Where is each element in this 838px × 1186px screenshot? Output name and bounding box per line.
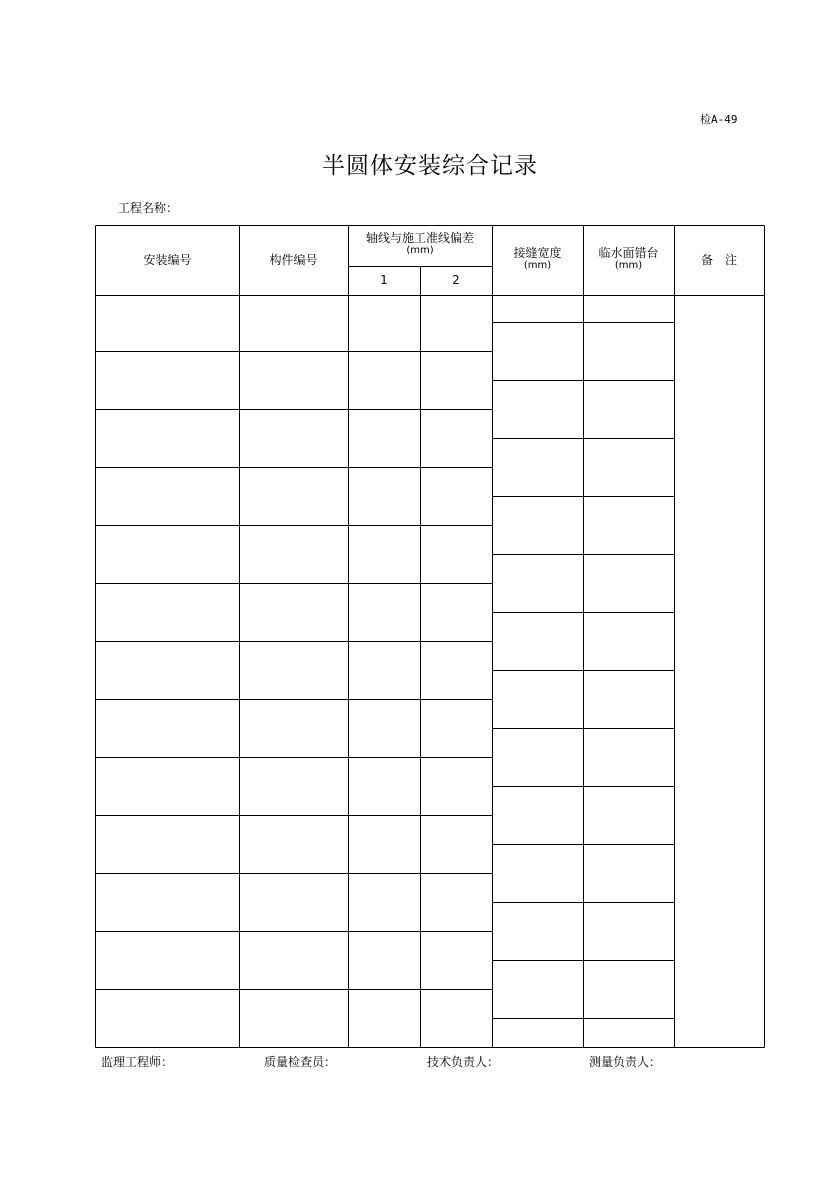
axis-deviation-label: 轴线与施工准线偏差 [365, 231, 474, 245]
axis-deviation-unit: (mm) [406, 245, 434, 256]
header-member-no: 构件编号 [269, 253, 318, 267]
header-joint-width [492, 246, 583, 271]
header-install-no: 安装编号 [143, 253, 192, 267]
inspector-signature-label: 质量检查员： [264, 1055, 337, 1069]
header-remarks: 备 注 [700, 253, 737, 267]
header-col-2: 2 [452, 273, 460, 287]
tech-lead-signature-label: 技术负责人： [427, 1055, 500, 1069]
water-offset-label: 临水面错台 [598, 246, 659, 260]
header-col-1: 1 [380, 273, 388, 287]
joint-width-label: 接缝宽度 [513, 246, 562, 260]
survey-lead-signature-label: 测量负责人： [589, 1055, 662, 1069]
supervisor-signature-label: 监理工程师： [101, 1055, 174, 1069]
project-name-label: 工程名称： [118, 201, 179, 215]
water-offset-unit: (mm) [614, 260, 643, 271]
form-code: 检A-49 [700, 113, 738, 126]
joint-width-unit: (mm) [523, 260, 552, 271]
header-water-offset [583, 246, 674, 271]
header-axis-deviation [348, 231, 492, 256]
page-title: 半圆体安装综合记录 [322, 153, 538, 179]
